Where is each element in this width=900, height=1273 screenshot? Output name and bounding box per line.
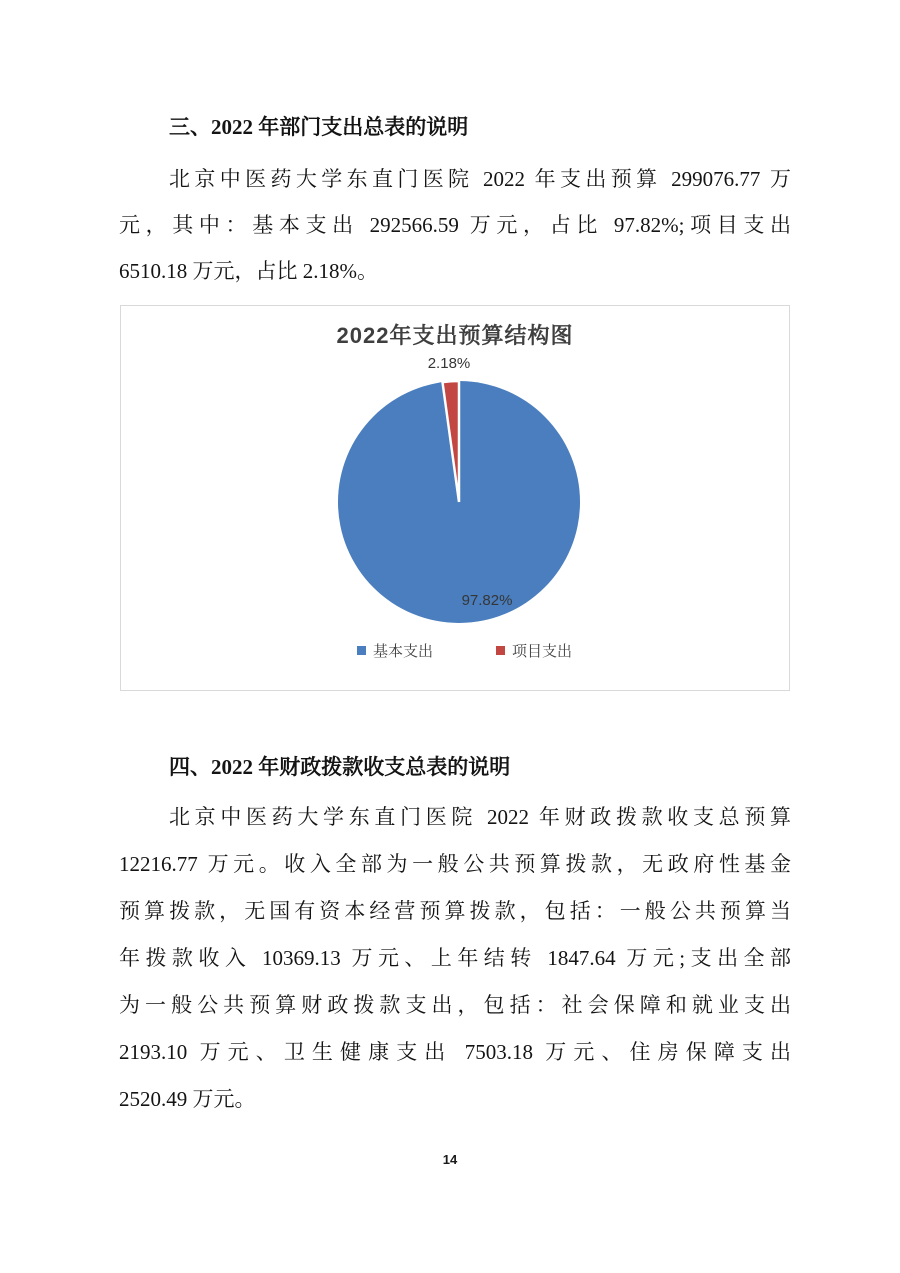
data-label-project-expenditure: 2.18% — [427, 355, 471, 372]
legend-color-swatch — [496, 646, 505, 655]
legend-item-basic-expenditure — [357, 642, 433, 662]
legend-item-project-expenditure — [496, 642, 572, 662]
expenditure-structure-chart — [120, 305, 790, 691]
paragraph-line: 2193.10 万元、卫生健康支出 7503.18 万元、住房保障支出 — [119, 1040, 791, 1064]
paragraph-line: 北京中医药大学东直门医院 2022 年支出预算 299076.77 万 — [169, 167, 791, 191]
section3-paragraph — [119, 156, 791, 294]
legend-label: 项目支出 — [512, 643, 573, 660]
paragraph-line: 为一般公共预算财政拨款支出，包括：社会保障和就业支出 — [119, 993, 791, 1017]
section3-heading: 三、2022 年部门支出总表的说明 — [169, 115, 469, 139]
paragraph-line: 2520.49 万元。 — [119, 1087, 256, 1111]
paragraph-line: 年拨款收入 10369.13 万元、上年结转 1847.64 万元;支出全部 — [119, 946, 791, 970]
page-number: 14 — [442, 1152, 458, 1167]
paragraph-line: 预算拨款，无国有资本经营预算拨款，包括：一般公共预算当 — [119, 899, 791, 923]
paragraph-line: 北京中医药大学东直门医院 2022 年财政拨款收支总预算 — [169, 805, 791, 829]
paragraph-line: 元，其中：基本支出 292566.59 万元，占比 97.82%;项目支出 — [119, 213, 791, 237]
legend-label: 基本支出 — [373, 643, 434, 660]
section4-paragraph — [119, 794, 791, 1123]
paragraph-line: 6510.18 万元，占比 2.18%。 — [119, 259, 378, 283]
legend-color-swatch — [357, 646, 366, 655]
data-label-basic-expenditure: 97.82% — [461, 592, 513, 609]
section4-heading: 四、2022 年财政拨款收支总表的说明 — [169, 755, 511, 779]
chart-title: 2022年支出预算结构图 — [336, 323, 574, 348]
paragraph-line: 12216.77 万元。收入全部为一般公共预算拨款，无政府性基金 — [119, 852, 791, 876]
